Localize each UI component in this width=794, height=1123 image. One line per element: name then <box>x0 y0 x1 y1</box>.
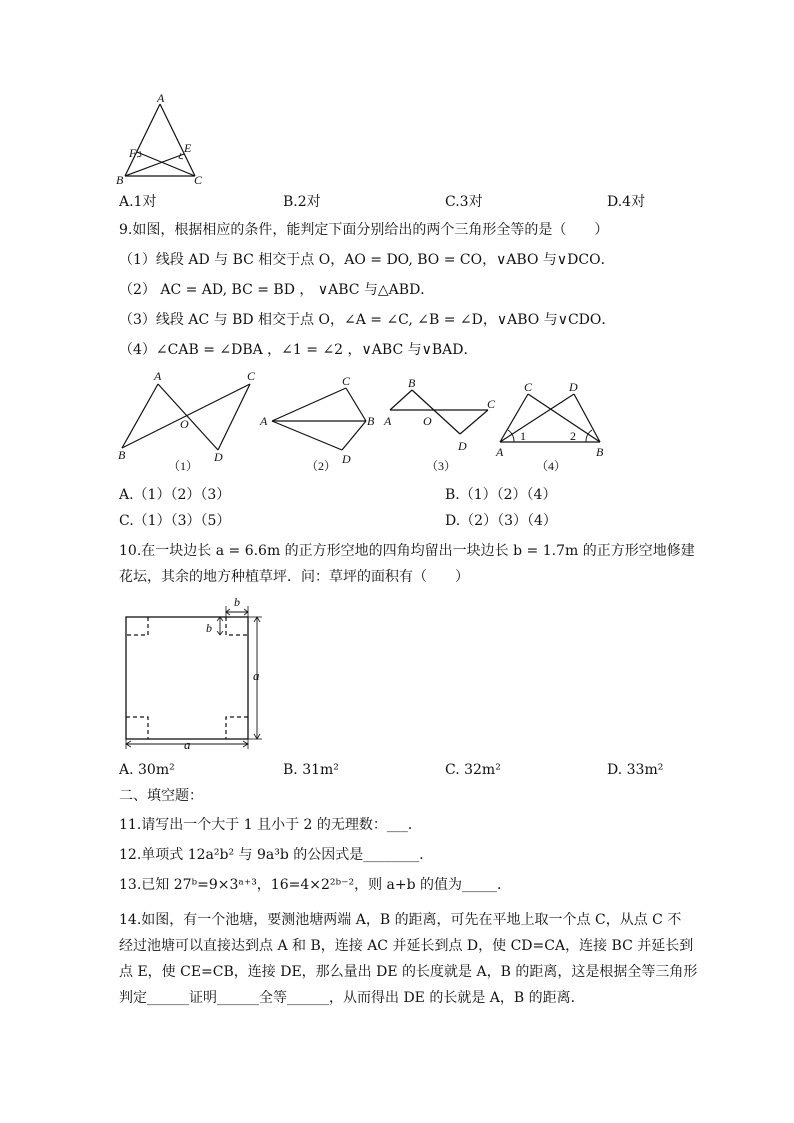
svg-text:B: B <box>408 376 416 390</box>
q12: 12.单项式 12a²b² 与 9a³b 的公因式是________． <box>119 847 434 863</box>
svg-text:D: D <box>458 439 467 453</box>
q9-caption-3: （3） <box>426 459 457 473</box>
q10-label-a-side: a <box>253 668 260 683</box>
q14-line-4: 判定______证明______全等______，从而得出 DE 的长就是 A，B 的距离． <box>119 990 585 1006</box>
q14-line-3: 点 E，使 CE=CB，连接 DE，那么量出 DE 的长度就是 A，B 的距离，这是根据全等三角形 <box>119 964 698 980</box>
svg-text:2: 2 <box>570 429 576 443</box>
q9-caption-4: （4） <box>536 459 567 473</box>
q9-condition-4: （4）∠CAB = ∠DBA ，∠1 = ∠2 ，∨ABC 与∨BAD． <box>119 342 478 358</box>
q8-label-e: E <box>184 141 192 155</box>
q14-line-1: 14.如图，有一个池塘，要测池塘两端 A，B 的距离，可先在平地上取一个点 C，从点 C 不 <box>119 912 682 928</box>
svg-text:D: D <box>569 380 578 394</box>
q9-condition-1: （1）线段 AD 与 BC 相交于点 O，AO = DO, BO = CO，∨ABO 与∨DCO． <box>119 252 615 268</box>
q10-label-b-side: b <box>206 621 212 635</box>
q8-triangle-figure <box>110 92 210 188</box>
q8-label-f: F <box>129 146 137 160</box>
q8-option-d: D.4对 <box>607 194 646 210</box>
q9-condition-2: （2） AC = AD, BC = BD ， ∨ABC 与△ABD． <box>119 282 435 298</box>
q9-figures <box>110 366 620 478</box>
q10-line-1: 10.在一块边长 a = 6.6m 的正方形空地的四角均留出一块边长 b = 1.7m 的正方形空地修建 <box>119 543 695 559</box>
q9-option-b: B.（1）（2）（4） <box>445 487 557 503</box>
q10-label-b-top: b <box>234 595 240 609</box>
q10-line-2: 花坛，其余的地方种植草坪．问：草坪的面积有（ ） <box>119 569 469 585</box>
q8-label-b: B <box>116 173 124 187</box>
svg-text:C: C <box>342 374 351 388</box>
q10-option-d: D. 33m² <box>607 762 664 778</box>
q9-stem: 9.如图，根据相应的条件，能判定下面分别给出的两个三角形全等的是（ ） <box>119 222 609 238</box>
svg-text:C: C <box>487 397 496 411</box>
q9-option-a: A.（1）（2）（3） <box>119 487 231 503</box>
q9-caption-1: （1） <box>168 459 199 473</box>
q8-option-a: A.1对 <box>119 194 157 210</box>
svg-text:A: A <box>384 414 392 428</box>
q9-caption-2: （2） <box>306 459 337 473</box>
svg-text:A: A <box>496 445 504 459</box>
svg-text:O: O <box>423 414 432 428</box>
q10-option-b: B. 31m² <box>283 762 339 778</box>
svg-text:A: A <box>154 369 162 383</box>
q9-condition-3: （3）线段 AC 与 BD 相交于点 O，∠A = ∠C, ∠B = ∠D，∨ABO 与∨CDO． <box>119 312 616 328</box>
q10-option-a: A. 30m² <box>119 762 175 778</box>
q11: 11.请写出一个大于 1 且小于 2 的无理数：___． <box>119 817 422 833</box>
svg-text:A: A <box>260 414 268 428</box>
svg-text:B: B <box>367 414 375 428</box>
q10-label-a-bottom: a <box>184 737 191 752</box>
svg-text:D: D <box>342 452 351 466</box>
q9-option-c: C.（1）（3）（5） <box>119 513 231 529</box>
svg-text:O: O <box>180 417 189 431</box>
section-title-fill-blank: 二、填空题： <box>119 788 203 804</box>
svg-text:B: B <box>118 448 126 462</box>
q8-option-c: C.3对 <box>445 194 483 210</box>
svg-text:B: B <box>596 445 604 459</box>
q8-label-a: A <box>157 92 165 105</box>
q9-option-d: D.（2）（3）（4） <box>445 513 557 529</box>
q8-option-b: B.2对 <box>283 194 321 210</box>
svg-text:1: 1 <box>520 429 526 443</box>
svg-text:C: C <box>524 380 533 394</box>
q10-square-figure <box>118 592 278 752</box>
svg-text:C: C <box>247 369 256 383</box>
q8-label-c: C <box>194 173 203 187</box>
q10-option-c: C. 32m² <box>445 762 501 778</box>
q13: 13.已知 27ᵇ=9×3ᵃ⁺³，16=4×2²ᵇ⁻²，则 a+b 的值为_____． <box>119 877 512 893</box>
q14-line-2: 经过池塘可以直接达到点 A 和 B，连接 AC 并延长到点 D，使 CD=CA，连接 BC 并延长到 <box>119 938 694 954</box>
svg-text:D: D <box>214 450 223 464</box>
